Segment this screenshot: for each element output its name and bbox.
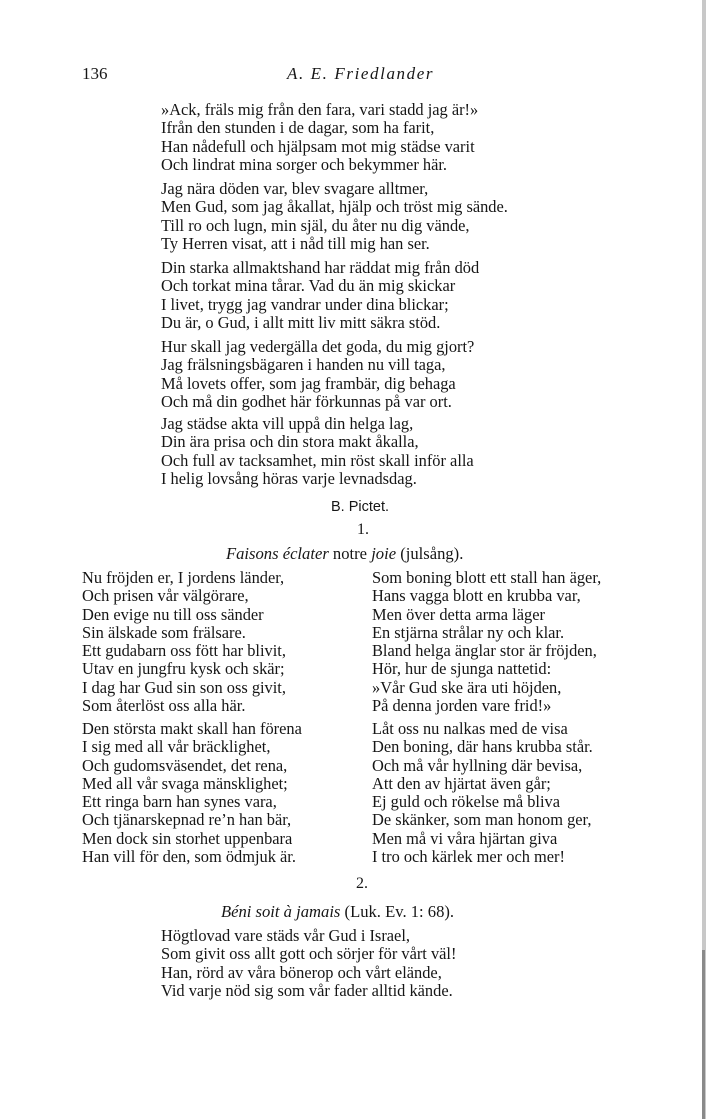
verse-line: Han vill för den, som ödmjuk är. xyxy=(82,847,296,867)
verse-line: Jag frälsningsbägaren i handen nu vill taga, xyxy=(161,355,446,375)
poem-stanza-5 xyxy=(161,415,474,488)
hymn1-left-stanza-2 xyxy=(82,720,302,866)
verse-line: I tro och kärlek mer och mer! xyxy=(372,847,565,867)
running-head: A. E. Friedlander xyxy=(287,64,435,83)
verse-line: »Ack, fräls mig från den fara, vari stadd jag är!» xyxy=(161,100,479,119)
hymn-title-text: notre xyxy=(328,544,372,563)
verse-line: Den boning, där hans krubba står. xyxy=(372,737,593,757)
verse-line: Den största makt skall han förena xyxy=(82,719,302,738)
verse-line: Och lindrat mina sorger och bekymmer här. xyxy=(161,154,447,174)
verse-line: I sig med all vår bräcklighet, xyxy=(82,737,271,757)
poem-stanza-4 xyxy=(161,338,474,411)
verse-line: Och prisen vår välgörare, xyxy=(82,586,249,606)
verse-line: Ej guld och rökelse må bliva xyxy=(372,792,560,812)
hymn-title-italic-2: joie xyxy=(371,544,397,563)
verse-line: Ett ringa barn han synes vara, xyxy=(82,792,277,812)
verse-line: Hör, hur de sjunga nattetid: xyxy=(372,659,552,679)
verse-line: Låt oss nu nalkas med de visa xyxy=(372,719,568,738)
verse-line: I helig lovsång höras varje levnadsdag. xyxy=(161,468,417,488)
verse-line: Jag nära döden var, blev svagare alltmer, xyxy=(161,179,429,198)
verse-line: Bland helga änglar stor är fröjden, xyxy=(372,641,597,661)
verse-line: Hur skall jag vedergälla det goda, du mig gjort? xyxy=(161,337,475,356)
verse-line: Och tjänarskepnad re’n han bär, xyxy=(82,810,292,830)
hymn-number: 2. xyxy=(356,875,368,892)
hymn-number: 1. xyxy=(357,521,369,538)
hymn1-left-stanza-1 xyxy=(82,569,286,715)
verse-line: I livet, trygg jag vandrar under dina blickar; xyxy=(161,294,449,314)
verse-line: Ty Herren visat, att i nåd till mig han ser. xyxy=(161,233,430,253)
verse-line: Till ro och lugn, min själ, du åter nu dig vände, xyxy=(161,215,470,235)
verse-line: »Vår Gud ske ära uti höjden, xyxy=(372,677,562,697)
hymn-title-italic: Béni soit à jamais xyxy=(221,902,341,921)
verse-line: Ett gudabarn oss fött har blivit, xyxy=(82,641,286,661)
verse-line: Som boning blott ett stall han äger, xyxy=(372,568,602,587)
verse-line: Vid varje nöd sig som vår fader alltid kände. xyxy=(161,980,453,1000)
verse-line: Högtlovad vare städs vår Gud i Israel, xyxy=(161,926,410,945)
hymn1-right-stanza-2 xyxy=(372,720,593,866)
verse-line: I dag har Gud sin son oss givit, xyxy=(82,677,286,697)
verse-line: Han nådefull och hjälpsam mot mig städse varit xyxy=(161,136,475,156)
verse-line: Som återlöst oss alla här. xyxy=(82,696,246,716)
hymn-title xyxy=(221,902,454,922)
verse-line: Men över detta arma läger xyxy=(372,604,545,624)
verse-line: Och full av tacksamhet, min röst skall inför alla xyxy=(161,450,474,470)
verse-line: På denna jorden vare frid!» xyxy=(372,696,552,716)
poem-stanza-1 xyxy=(161,101,478,174)
verse-line: Med all vår svaga mänsklighet; xyxy=(82,773,288,793)
verse-line: Utav en jungfru kysk och skär; xyxy=(82,659,285,679)
verse-line: Må lovets offer, som jag frambär, dig behaga xyxy=(161,373,456,393)
verse-line: Hans vagga blott en krubba var, xyxy=(372,586,581,606)
verse-line: Den evige nu till oss sänder xyxy=(82,604,264,624)
verse-line: Och gudomsväsendet, det rena, xyxy=(82,755,288,775)
verse-line: Och må din godhet här förkunnas på var ort. xyxy=(161,391,452,411)
verse-line: Ifrån den stunden i de dagar, som ha farit, xyxy=(161,118,435,138)
page-edge-shadow xyxy=(702,950,705,1119)
poem-stanza-2 xyxy=(161,180,508,253)
verse-line: Sin älskade som frälsare. xyxy=(82,622,246,642)
hymn-title-text: (Luk. Ev. 1: 68). xyxy=(340,902,455,921)
hymn2-stanza xyxy=(161,927,456,1000)
verse-line: En stjärna strålar ny och klar. xyxy=(372,622,565,642)
verse-line: Han, rörd av våra bönerop och vårt elände, xyxy=(161,962,442,982)
verse-line: Som givit oss allt gott och sörjer för vårt väl! xyxy=(161,944,457,964)
verse-line: Och torkat mina tårar. Vad du än mig skickar xyxy=(161,276,456,296)
verse-line: Jag städse akta vill uppå din helga lag, xyxy=(161,414,414,433)
verse-line: Din starka allmaktshand har räddat mig från död xyxy=(161,258,480,277)
verse-line: De skänker, som man honom ger, xyxy=(372,810,592,830)
hymn-title-italic: Faisons éclater xyxy=(226,544,329,563)
verse-line: Din ära prisa och din stora makt åkalla, xyxy=(161,432,419,452)
hymn1-right-stanza-1 xyxy=(372,569,601,715)
poem-stanza-3 xyxy=(161,259,479,332)
verse-line: Men dock sin storhet uppenbara xyxy=(82,828,293,848)
verse-line: Men Gud, som jag åkallat, hjälp och tröst mig sände. xyxy=(161,197,508,217)
hymn-title xyxy=(226,544,463,564)
verse-line: Och må vår hyllning där bevisa, xyxy=(372,755,583,775)
verse-line: Men må vi våra hjärtan giva xyxy=(372,828,558,848)
verse-line: Du är, o Gud, i allt mitt liv mitt säkra stöd. xyxy=(161,312,441,332)
page-number: 136 xyxy=(82,64,108,83)
verse-line: Nu fröjden er, I jordens länder, xyxy=(82,568,285,587)
hymn-title-suffix: (julsång). xyxy=(396,544,464,563)
verse-line: Att den av hjärtat även går; xyxy=(372,773,551,793)
section-heading: B. Pictet. xyxy=(331,499,390,515)
